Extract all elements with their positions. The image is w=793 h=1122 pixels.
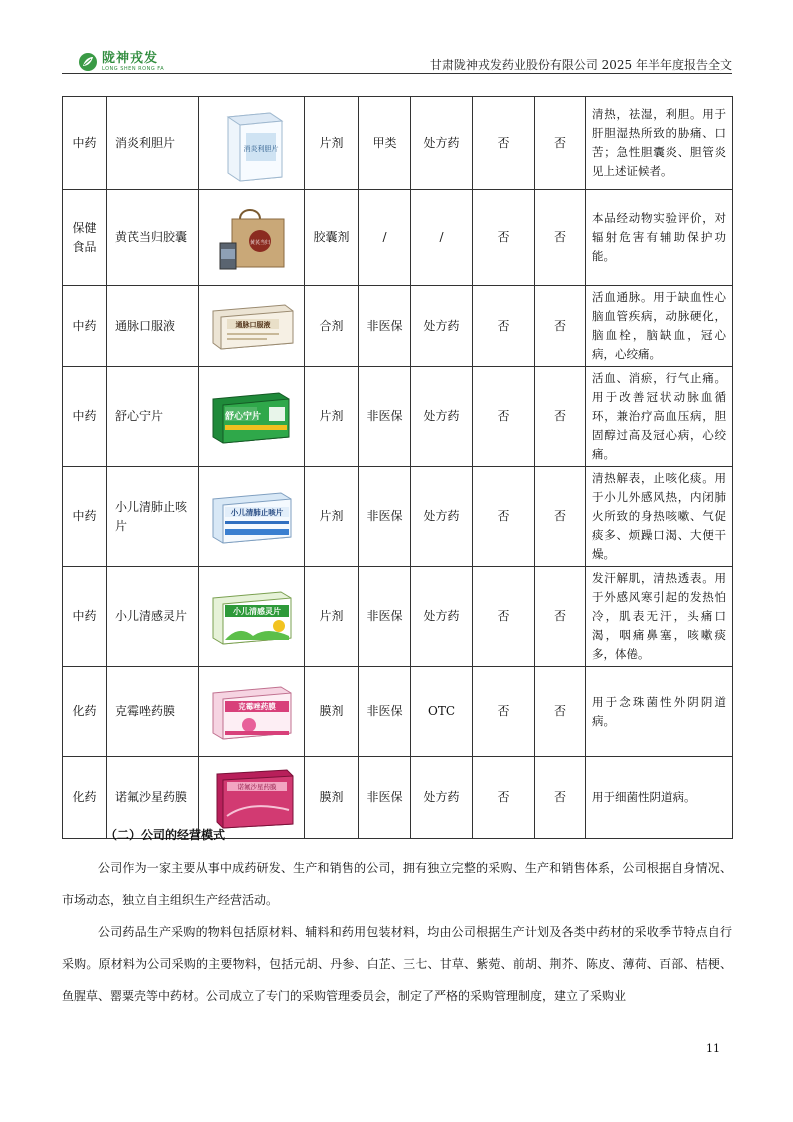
- flag-cell: 否: [473, 97, 535, 190]
- flag-cell: 否: [473, 190, 535, 286]
- flag-cell: 否: [535, 97, 586, 190]
- product-name-cell: 通脉口服液: [107, 286, 199, 367]
- product-image-cell: [199, 367, 305, 467]
- prescription-cell: 处方药: [411, 757, 473, 839]
- product-name-cell: 小儿清肺止咳片: [107, 467, 199, 567]
- dosage-form-cell: 片剂: [305, 467, 359, 567]
- pack-label: 舒心宁片: [224, 411, 261, 422]
- indication-cell: 活血、消瘀，行气止痛。用于改善冠状动脉血循环，兼治疗高血压病，胆固醇过高及冠心病，心绞痛。: [586, 367, 733, 467]
- prescription-cell: 处方药: [411, 286, 473, 367]
- pack-label: 诺氟沙星药膜: [237, 782, 276, 791]
- indication-cell: 用于细菌性阴道病。: [586, 757, 733, 839]
- product-image-cell: [199, 567, 305, 667]
- category-cell: 中药: [63, 567, 107, 667]
- indication-cell: 发汗解肌，清热透表。用于外感风寒引起的发热怕冷，肌表无汗，头痛口渴，咽痛鼻塞，咳嗽痰多，体倦。: [586, 567, 733, 667]
- category-cell: 化药: [63, 757, 107, 839]
- medicine-box-icon: [209, 487, 295, 547]
- insurance-cell: 非医保: [359, 467, 411, 567]
- flag-cell: 否: [535, 467, 586, 567]
- indication-cell: 本品经动物实验评价，对辐射危害有辅助保护功能。: [586, 190, 733, 286]
- insurance-cell: 非医保: [359, 567, 411, 667]
- flag-cell: 否: [535, 367, 586, 467]
- dosage-form-cell: 膜剂: [305, 667, 359, 757]
- table-row: [63, 97, 733, 190]
- product-image-cell: [199, 667, 305, 757]
- prescription-cell: 处方药: [411, 97, 473, 190]
- logo-english: LONG SHEN RONG FA: [102, 66, 165, 72]
- header-divider: [62, 73, 732, 74]
- prescription-cell: 处方药: [411, 367, 473, 467]
- pack-label: 黄芪当归: [249, 239, 270, 246]
- product-image-cell: [199, 286, 305, 367]
- insurance-cell: 甲类: [359, 97, 411, 190]
- gift-bag-icon: [210, 201, 294, 275]
- medicine-box-icon: [209, 766, 295, 830]
- page-header: [62, 46, 732, 76]
- medicine-box-icon: [209, 586, 295, 648]
- flag-cell: 否: [535, 567, 586, 667]
- category-cell: 中药: [63, 286, 107, 367]
- table-row: [63, 367, 733, 467]
- pack-label: 小儿清感灵片: [232, 606, 281, 616]
- dosage-form-cell: 片剂: [305, 97, 359, 190]
- category-cell: 中药: [63, 467, 107, 567]
- insurance-cell: 非医保: [359, 286, 411, 367]
- report-title: 甘肃陇神戎发药业股份有限公司 2025 年半年度报告全文: [429, 58, 732, 72]
- medicine-box-icon: [210, 103, 294, 183]
- indication-cell: 用于念珠菌性外阴阴道病。: [586, 667, 733, 757]
- insurance-cell: 非医保: [359, 667, 411, 757]
- product-name-cell: 舒心宁片: [107, 367, 199, 467]
- prescription-cell: 处方药: [411, 467, 473, 567]
- flag-cell: 否: [473, 367, 535, 467]
- pack-label: 小儿清肺止咳片: [230, 507, 283, 517]
- dosage-form-cell: 膜剂: [305, 757, 359, 839]
- medicine-box-icon: [209, 681, 295, 743]
- dosage-form-cell: 胶囊剂: [305, 190, 359, 286]
- indication-cell: 清热，祛湿，利胆。用于肝胆湿热所致的胁痛、口苦；急性胆囊炎、胆管炎见上述证候者。: [586, 97, 733, 190]
- category-cell: 保健食品: [63, 190, 107, 286]
- product-name-cell: 黄芪当归胶囊: [107, 190, 199, 286]
- category-cell: 化药: [63, 667, 107, 757]
- table-row: [63, 190, 733, 286]
- indication-cell: 清热解表，止咳化痰。用于小儿外感风热，内闭肺火所致的身热咳嗽、气促痰多、烦躁口渴、大便干燥。: [586, 467, 733, 567]
- flag-cell: 否: [473, 667, 535, 757]
- prescription-cell: /: [411, 190, 473, 286]
- medicine-box-icon: [209, 387, 295, 447]
- category-cell: 中药: [63, 367, 107, 467]
- prescription-cell: 处方药: [411, 567, 473, 667]
- flag-cell: 否: [535, 757, 586, 839]
- section-heading: （二）公司的经营模式: [105, 828, 226, 842]
- insurance-cell: 非医保: [359, 757, 411, 839]
- company-logo: [78, 50, 164, 74]
- table-row: [63, 667, 733, 757]
- prescription-cell: OTC: [411, 667, 473, 757]
- product-table: [62, 96, 733, 839]
- product-name-cell: 小儿清感灵片: [107, 567, 199, 667]
- flag-cell: 否: [535, 286, 586, 367]
- insurance-cell: 非医保: [359, 367, 411, 467]
- dosage-form-cell: 片剂: [305, 367, 359, 467]
- page-number: 11: [706, 1042, 720, 1055]
- flag-cell: 否: [473, 567, 535, 667]
- product-name-cell: 克霉唑药膜: [107, 667, 199, 757]
- pack-label: 通脉口服液: [235, 321, 270, 329]
- medicine-box-icon: [209, 301, 295, 351]
- insurance-cell: /: [359, 190, 411, 286]
- body-paragraph: 公司作为一家主要从事中成药研发、生产和销售的公司，拥有独立完整的采购、生产和销售体系，公司根据自身情况、市场动态，独立自主组织生产经营活动。: [62, 861, 732, 907]
- indication-cell: 活血通脉。用于缺血性心脑血管疾病，动脉硬化，脑血栓，脑缺血，冠心病，心绞痛。: [586, 286, 733, 367]
- logo-chinese: 陇神戎发: [102, 51, 159, 66]
- dosage-form-cell: 片剂: [305, 567, 359, 667]
- leaf-logo-icon: [78, 52, 98, 72]
- product-name-cell: 消炎利胆片: [107, 97, 199, 190]
- pack-label: 消炎利胆片: [243, 145, 278, 153]
- category-cell: 中药: [63, 97, 107, 190]
- body-paragraph: 公司药品生产采购的物料包括原材料、辅料和药用包装材料，均由公司根据生产计划及各类中药材的采收季节特点自行采购。原材料为公司采购的主要物料，包括元胡、丹参、白芷、三七、甘草、紫菀、前胡、荆芥、陈皮、薄荷、百部、桔梗、鱼腥草、罂粟壳等中药材。公司成立了专门的采购管理委员会，制定了严格的采购管理制度，建立了采购业: [62, 925, 732, 1003]
- product-image-cell: [199, 97, 305, 190]
- pack-label: 克霉唑药膜: [237, 701, 276, 711]
- dosage-form-cell: 合剂: [305, 286, 359, 367]
- flag-cell: 否: [473, 286, 535, 367]
- flag-cell: 否: [535, 190, 586, 286]
- product-image-cell: [199, 190, 305, 286]
- table-row: [63, 567, 733, 667]
- product-name-cell: 诺氟沙星药膜: [107, 757, 199, 839]
- product-image-cell: [199, 467, 305, 567]
- flag-cell: 否: [473, 467, 535, 567]
- table-row: [63, 286, 733, 367]
- flag-cell: 否: [535, 667, 586, 757]
- flag-cell: 否: [473, 757, 535, 839]
- table-row: [63, 467, 733, 567]
